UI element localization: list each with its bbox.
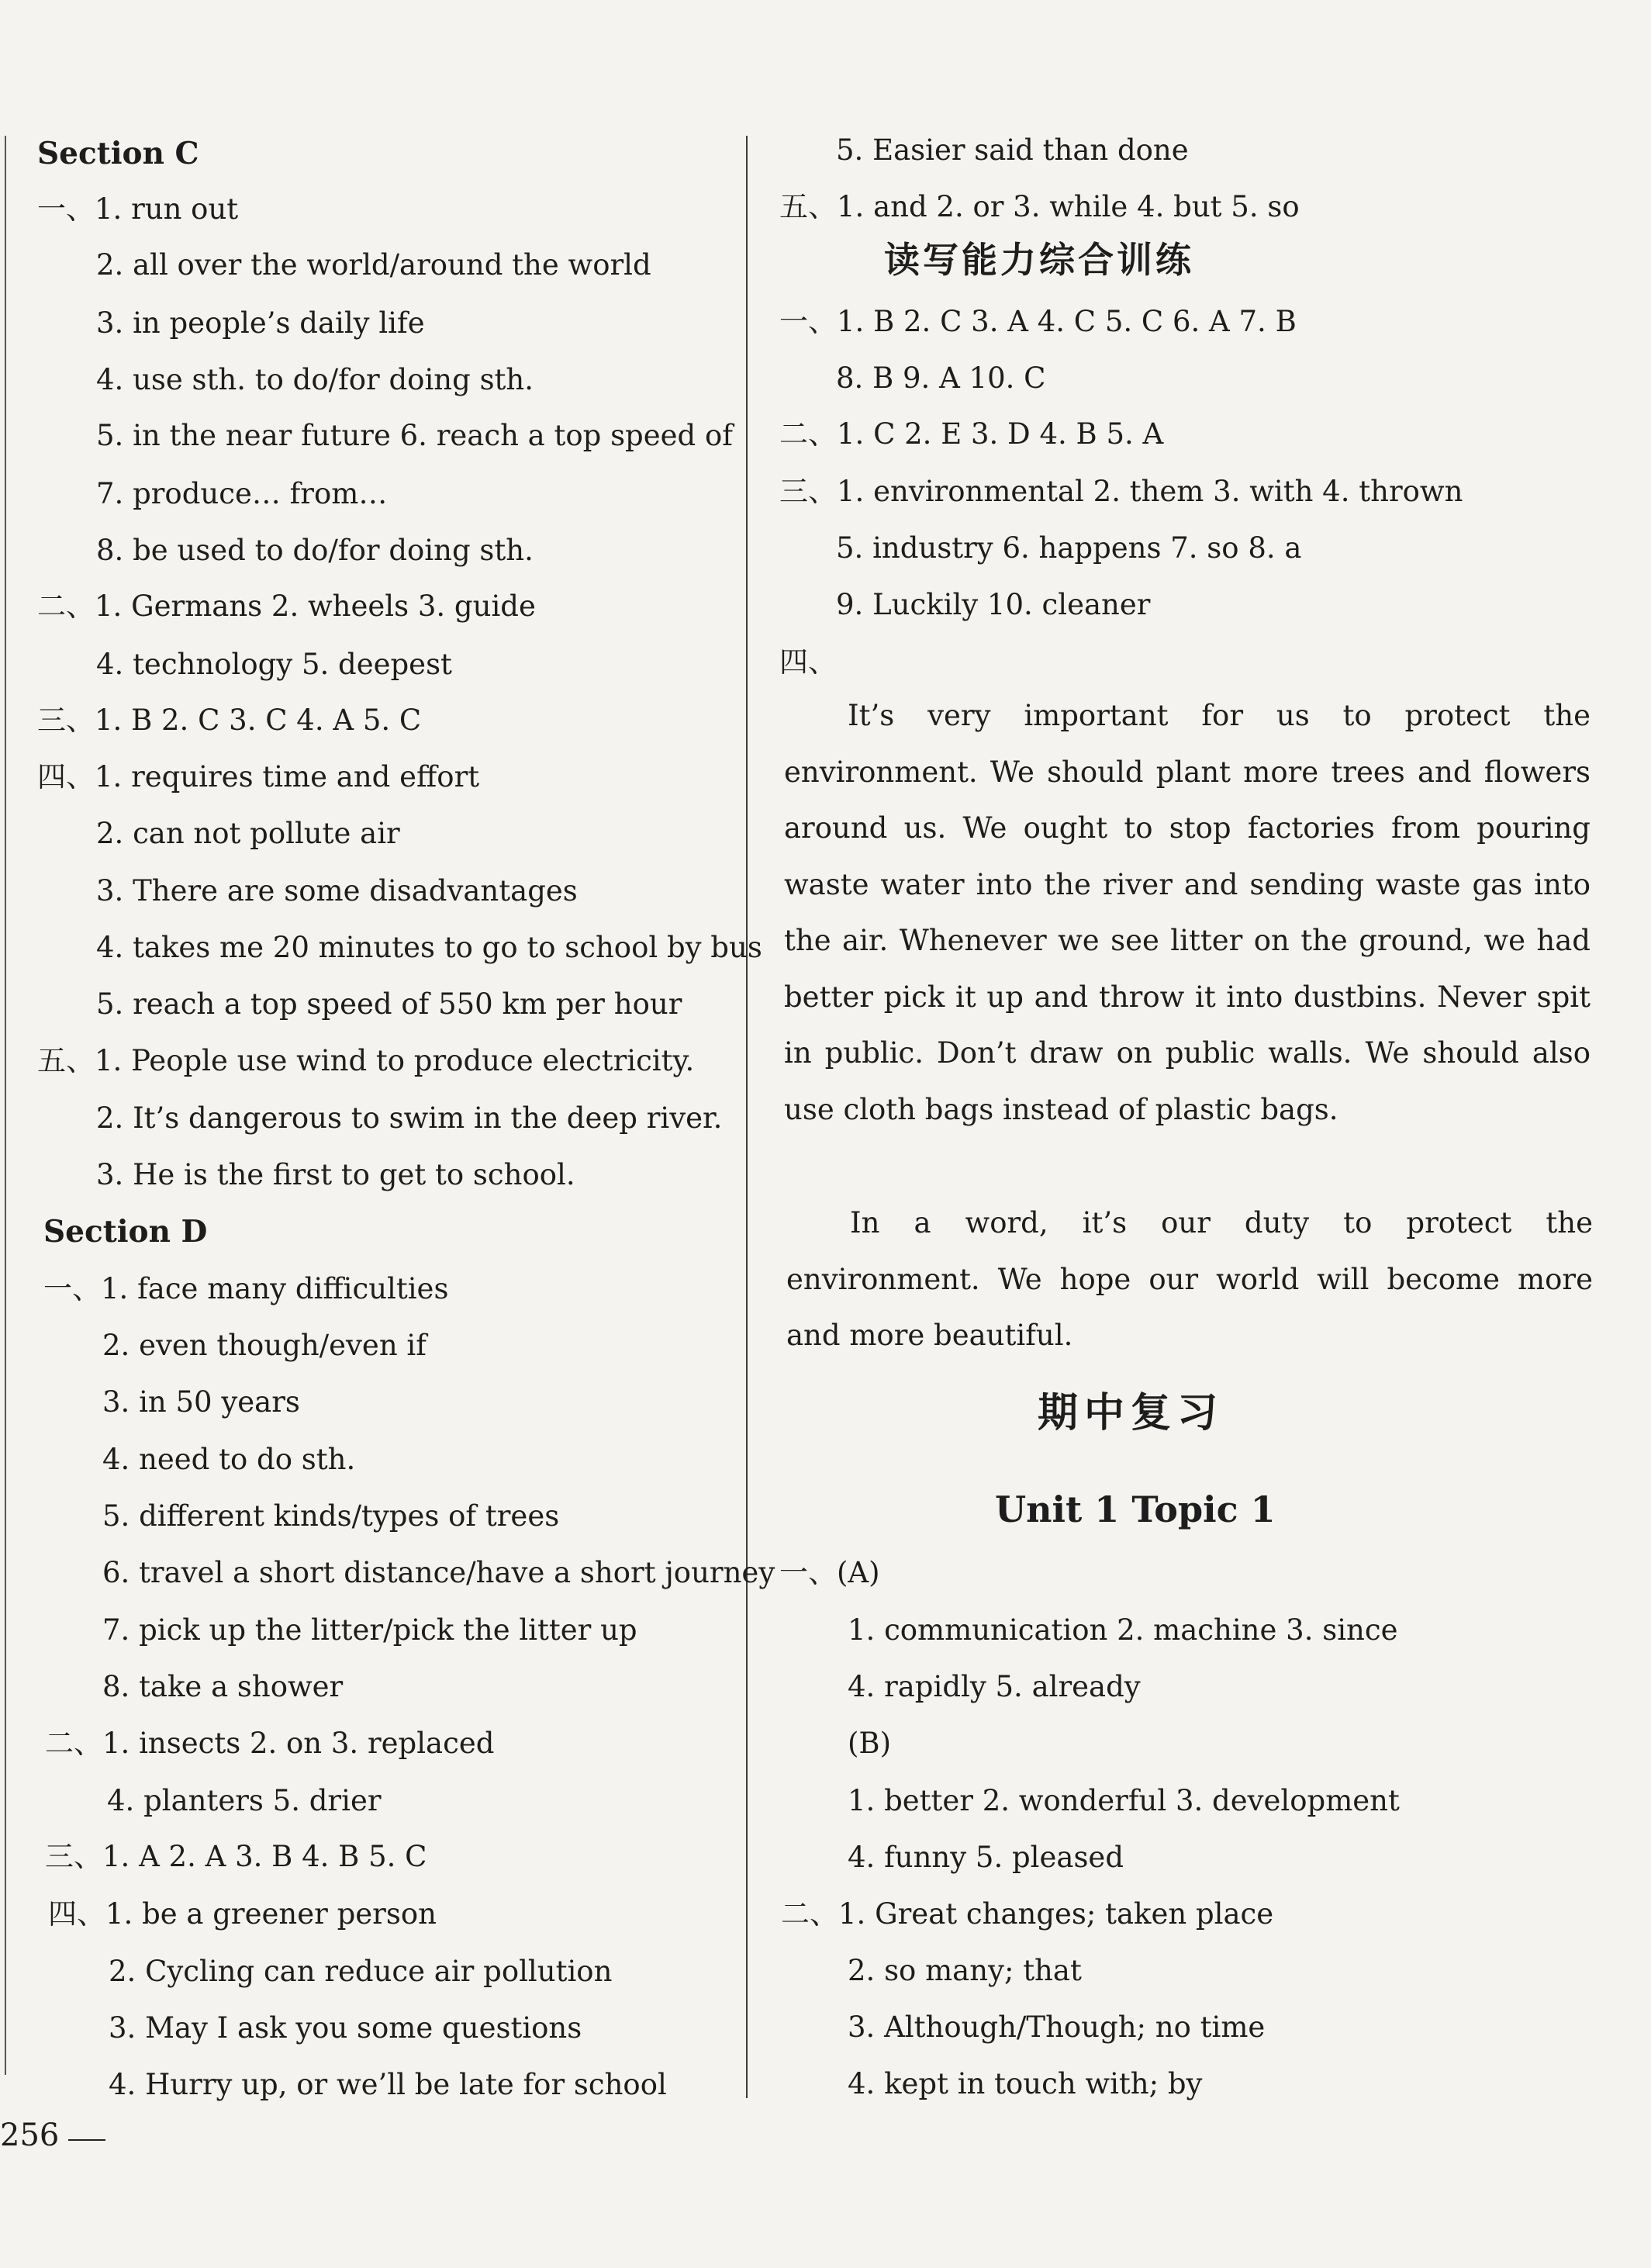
answer-line: 5. reach a top speed of 550 km per hour	[96, 987, 682, 1021]
answer-line: 4. need to do sth.	[102, 1443, 356, 1476]
answer-line: 一、1. face many difficulties	[43, 1272, 449, 1305]
answer-line: 2. It’s dangerous to swim in the deep river.	[96, 1101, 723, 1135]
answer-line: 五、1. and 2. or 3. while 4. but 5. so	[779, 190, 1300, 223]
answer-line: 4. technology 5. deepest	[96, 648, 452, 681]
answer-line: 3. in people’s daily life	[96, 306, 425, 340]
answer-line: 2. can not pollute air	[96, 817, 400, 850]
answer-line: 1. better 2. wonderful 3. development	[848, 1784, 1400, 1817]
answer-line: 三、1. A 2. A 3. B 4. B 5. C	[45, 1840, 427, 1873]
answer-line: 四、1. be a greener person	[48, 1897, 437, 1931]
answer-line: 2. even though/even if	[102, 1329, 427, 1362]
answer-line: 4. planters 5. drier	[107, 1784, 382, 1817]
answer-line: 8. take a shower	[102, 1670, 344, 1703]
answer-line: 3. There are some disadvantages	[96, 874, 578, 908]
answer-line: 一、1. run out	[37, 192, 239, 226]
answer-line: 3. Although/Though; no time	[848, 2010, 1266, 2044]
unit-topic-title: Unit 1 Topic 1	[995, 1488, 1276, 1530]
answer-line: 3. He is the first to get to school.	[96, 1158, 575, 1191]
answer-line: 9. Luckily 10. cleaner	[836, 588, 1151, 621]
midterm-review-title: 期中复习	[1038, 1389, 1224, 1437]
answer-line: 6. travel a short distance/have a short journey	[102, 1556, 775, 1589]
answer-line: 三、1. environmental 2. them 3. with 4. thrown	[779, 475, 1463, 508]
section-c-heading: Section C	[37, 136, 199, 171]
answer-line: 8. be used to do/for doing sth.	[96, 534, 534, 567]
answer-line: 五、1. People use wind to produce electricity.	[37, 1044, 695, 1077]
page-number: 256	[0, 2118, 60, 2153]
answer-line: 7. produce… from…	[96, 477, 388, 510]
answer-line: 三、1. B 2. C 3. C 4. A 5. C	[37, 704, 422, 737]
answer-line: 四、1. requires time and effort	[37, 760, 480, 793]
answer-line: 2. all over the world/around the world	[96, 248, 651, 282]
answer-line: 二、1. Great changes; taken place	[781, 1897, 1274, 1931]
answer-line: 二、1. insects 2. on 3. replaced	[45, 1727, 495, 1760]
answer-line: 4. takes me 20 minutes to go to school by bus	[96, 931, 762, 964]
answer-line: 7. pick up the litter/pick the litter up	[102, 1613, 637, 1647]
left-margin-rule	[5, 136, 6, 2075]
essay-paragraph-1: It’s very important for us to protect the environment. We should plant more trees and flowers around us. We ought to stop factories from pouring waste water into the river and sending waste gas into the air. Whenever we see litter on the ground, we had better pick it up and throw it into dustbins. Never spit in public. Don’t draw on public walls. We should also use cloth bags instead of plastic bags.	[784, 699, 1591, 1126]
page-number-dash	[68, 2139, 105, 2141]
answer-line: 3. in 50 years	[102, 1385, 300, 1419]
answer-line: 3. May I ask you some questions	[109, 2011, 582, 2045]
answer-line: 4. rapidly 5. already	[848, 1670, 1141, 1703]
answer-line: 5. industry 6. happens 7. so 8. a	[836, 531, 1302, 565]
column-divider	[746, 136, 748, 2098]
answer-line: 4. kept in touch with; by	[848, 2067, 1203, 2100]
answer-line: 二、1. C 2. E 3. D 4. B 5. A	[779, 417, 1164, 451]
answer-line: 4. Hurry up, or we’ll be late for school	[109, 2068, 667, 2101]
answer-line: 8. B 9. A 10. C	[836, 361, 1046, 395]
answer-line: 4. funny 5. pleased	[848, 1841, 1124, 1874]
essay-paragraph-2: In a word, it’s our duty to protect the environment. We hope our world will become more and more beautiful.	[786, 1206, 1593, 1352]
answer-line: 5. in the near future 6. reach a top speed of	[96, 419, 733, 452]
answer-line: 一、(A)	[779, 1556, 880, 1589]
answer-line: (B)	[848, 1727, 892, 1760]
answer-line: 5. Easier said than done	[836, 133, 1189, 167]
answer-line: 4. use sth. to do/for doing sth.	[96, 363, 534, 396]
answer-line: 2. so many; that	[848, 1954, 1082, 1987]
reading-writing-title: 读写能力综合训练	[884, 239, 1194, 281]
answer-line: 1. communication 2. machine 3. since	[848, 1613, 1398, 1647]
answer-line: 二、1. Germans 2. wheels 3. guide	[37, 589, 536, 623]
section-d-heading: Section D	[43, 1214, 208, 1250]
answer-line: 5. different kinds/types of trees	[102, 1499, 560, 1533]
answer-line: 一、1. B 2. C 3. A 4. C 5. C 6. A 7. B	[779, 305, 1297, 338]
answer-line: 2. Cycling can reduce air pollution	[109, 1955, 613, 1988]
answer-line: 四、	[779, 645, 837, 679]
